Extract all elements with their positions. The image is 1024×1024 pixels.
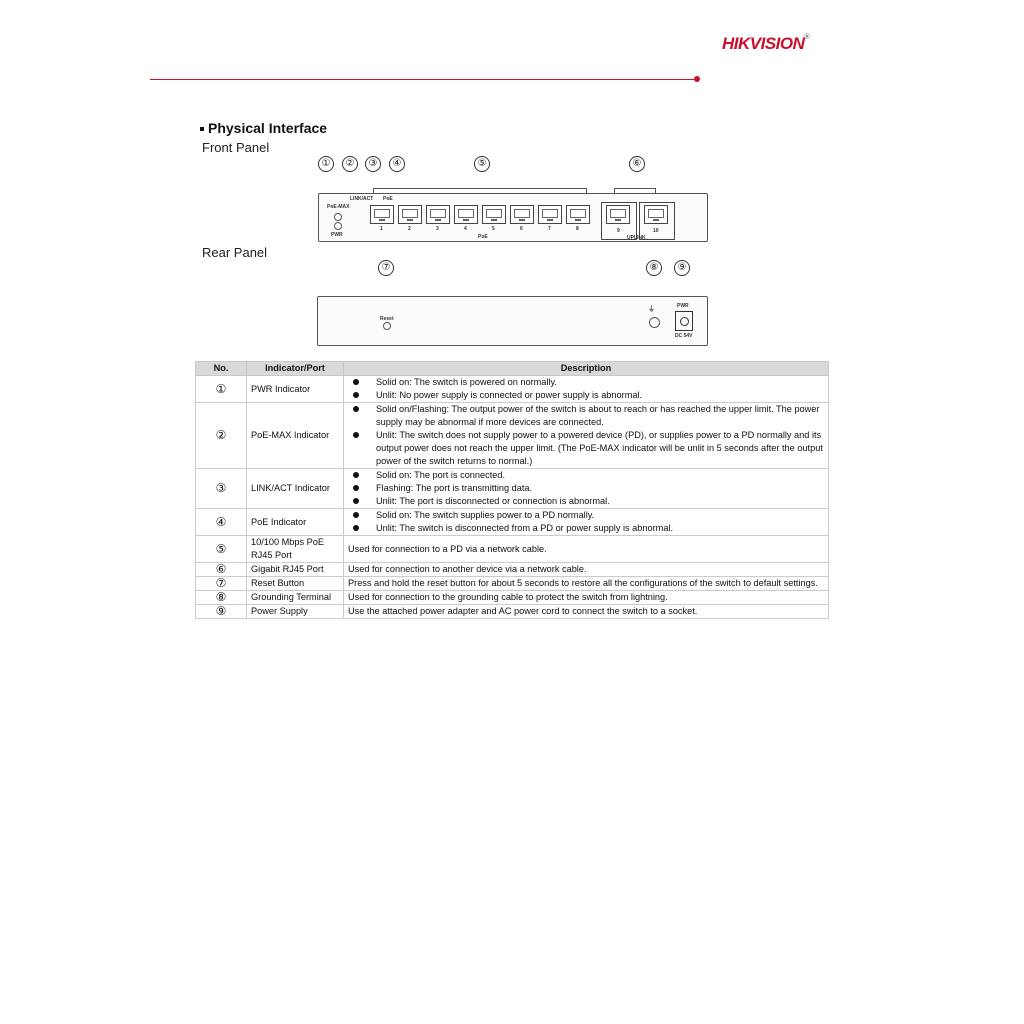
header-rule xyxy=(150,79,694,80)
header-indicator-port: Indicator/Port xyxy=(247,362,344,376)
row-name: PoE Indicator xyxy=(247,509,344,536)
registered-mark: ® xyxy=(804,34,810,41)
ground-symbol-icon: ⏚ xyxy=(648,306,655,313)
row-number: ⑨ xyxy=(196,605,247,619)
row-description: Used for connection to another device via a network cable. xyxy=(344,563,829,577)
row-number: ① xyxy=(196,376,247,403)
bullet-item: Unlit: No power supply is connected or power supply is abnormal. xyxy=(348,389,824,402)
interface-table xyxy=(195,361,829,619)
poe-indicator-label: PoE xyxy=(383,196,393,202)
poe-port-6 xyxy=(510,205,534,224)
header-description: Description xyxy=(344,362,829,376)
poe-max-led xyxy=(334,213,342,221)
bullet-square-icon xyxy=(200,127,204,131)
power-socket-icon xyxy=(680,317,689,326)
bullet-item: Solid on: The port is connected. xyxy=(348,469,824,482)
port-number-9: 9 xyxy=(617,228,620,234)
callout-2: ② xyxy=(342,156,358,172)
table-row xyxy=(196,536,829,563)
row-description xyxy=(344,376,829,403)
row-number: ⑧ xyxy=(196,591,247,605)
poe-port-7 xyxy=(538,205,562,224)
row-name: Power Supply xyxy=(247,605,344,619)
reset-label: Reset xyxy=(380,316,394,322)
header-rule-dot xyxy=(694,76,700,82)
callout-4: ④ xyxy=(389,156,405,172)
row-number: ④ xyxy=(196,509,247,536)
row-number: ⑤ xyxy=(196,536,247,563)
poe-port-4 xyxy=(454,205,478,224)
row-name: PWR Indicator xyxy=(247,376,344,403)
power-socket xyxy=(675,311,693,331)
poe-max-label: PoE-MAX xyxy=(327,204,350,210)
port-number-4: 4 xyxy=(464,226,467,232)
table-row xyxy=(196,591,829,605)
table-row xyxy=(196,469,829,509)
reset-button xyxy=(383,322,391,330)
row-description xyxy=(344,403,829,469)
uplink-port-10 xyxy=(644,205,668,224)
callout-1: ① xyxy=(318,156,334,172)
callout-3: ③ xyxy=(365,156,381,172)
poe-port-1 xyxy=(370,205,394,224)
row-number: ⑥ xyxy=(196,563,247,577)
bullet-item: Solid on/Flashing: The output power of the switch is about to reach or has reached the upper limit. The power supply may be abnormal if more devices are connected. xyxy=(348,403,824,429)
pwr-label: PWR xyxy=(331,232,343,238)
rear-panel-label: Rear Panel xyxy=(202,245,268,260)
bullet-item: Solid on: The switch is powered on normally. xyxy=(348,376,824,389)
row-description: Used for connection to the grounding cable to protect the switch from lightning. xyxy=(344,591,829,605)
bullet-item: Unlit: The port is disconnected or connection is abnormal. xyxy=(348,495,824,508)
table-row xyxy=(196,509,829,536)
row-name: 10/100 Mbps PoE RJ45 Port xyxy=(247,536,344,563)
row-number: ⑦ xyxy=(196,577,247,591)
row-name: Reset Button xyxy=(247,577,344,591)
callout-8: ⑧ xyxy=(646,260,662,276)
row-name: Gigabit RJ45 Port xyxy=(247,563,344,577)
table-row xyxy=(196,376,829,403)
poe-port-8 xyxy=(566,205,590,224)
hikvision-logo xyxy=(722,34,809,54)
port-number-10: 10 xyxy=(653,228,659,234)
poe-port-3 xyxy=(426,205,450,224)
poe-port-2 xyxy=(398,205,422,224)
front-panel-label: Front Panel xyxy=(202,140,270,155)
bullet-item: Flashing: The port is transmitting data. xyxy=(348,482,824,495)
logo-text: HIKVISION xyxy=(722,34,805,53)
section-title-text: Physical Interface xyxy=(208,120,328,136)
row-name: Grounding Terminal xyxy=(247,591,344,605)
callout-6: ⑥ xyxy=(629,156,645,172)
port-number-8: 8 xyxy=(576,226,579,232)
bullet-item: Unlit: The switch is disconnected from a PD or power supply is abnormal. xyxy=(348,522,824,535)
port-number-3: 3 xyxy=(436,226,439,232)
table-row xyxy=(196,563,829,577)
callout-5: ⑤ xyxy=(474,156,490,172)
port-number-7: 7 xyxy=(548,226,551,232)
header-no: No. xyxy=(196,362,247,376)
poe-group-label: PoE xyxy=(478,234,488,240)
uplink-port-9 xyxy=(606,205,630,224)
table-row xyxy=(196,577,829,591)
row-description: Use the attached power adapter and AC power cord to connect the switch to a socket. xyxy=(344,605,829,619)
table-row xyxy=(196,605,829,619)
port-number-5: 5 xyxy=(492,226,495,232)
dc-voltage-label: DC 54V xyxy=(675,333,693,339)
row-number: ② xyxy=(196,403,247,469)
row-description xyxy=(344,509,829,536)
link-act-label: LINK/ACT xyxy=(350,196,374,202)
callout-7: ⑦ xyxy=(378,260,394,276)
row-name: PoE-MAX Indicator xyxy=(247,403,344,469)
table-header-row xyxy=(196,362,829,376)
rear-panel xyxy=(317,296,708,346)
bullet-item: Unlit: The switch does not supply power to a powered device (PD), or supplies power to a PD normally and its output power does not reach the upper limit. (The PoE-MAX indicator will be unlit in 5 seconds after the output power of the switch returns to normal.) xyxy=(348,429,824,468)
bullet-item: Solid on: The switch supplies power to a PD normally. xyxy=(348,509,824,522)
section-title xyxy=(200,120,327,136)
rear-pwr-label: PWR xyxy=(677,303,689,309)
grounding-terminal xyxy=(649,317,660,328)
row-number: ③ xyxy=(196,469,247,509)
port-number-2: 2 xyxy=(408,226,411,232)
uplink-label: UPLINK xyxy=(627,235,646,241)
poe-port-5 xyxy=(482,205,506,224)
callout-9: ⑨ xyxy=(674,260,690,276)
row-description: Press and hold the reset button for about 5 seconds to restore all the configurations of the switch to default settings. xyxy=(344,577,829,591)
table-row xyxy=(196,403,829,469)
front-panel xyxy=(318,193,708,242)
port-number-1: 1 xyxy=(380,226,383,232)
row-description xyxy=(344,469,829,509)
pwr-led xyxy=(334,222,342,230)
port-number-6: 6 xyxy=(520,226,523,232)
row-name: LINK/ACT Indicator xyxy=(247,469,344,509)
row-description: Used for connection to a PD via a network cable. xyxy=(344,536,829,563)
